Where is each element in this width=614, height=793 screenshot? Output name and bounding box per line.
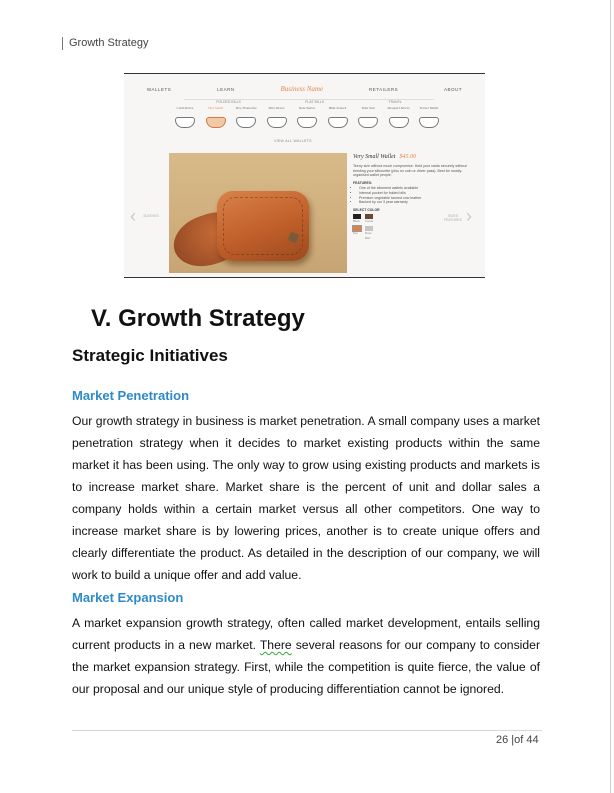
- mock-wallet-name: Note Sleeve: [298, 106, 316, 110]
- mock-features-label: FEATURES:: [353, 180, 373, 185]
- mock-wallet-name: Very Protective: [235, 106, 257, 110]
- paragraph-text: several reasons for our company to consider the market expansion strategy. First, while the competition is quite fierce, the value of our proposal and our unique style of producing differentiation cannot be ignored.: [72, 638, 540, 696]
- mock-color-labels: [353, 231, 473, 240]
- mock-nav-wallets: WALLETS: [146, 86, 172, 92]
- mock-wallet-item: [264, 106, 290, 136]
- color-label: Black: [353, 219, 360, 224]
- mock-wallet-name: Passport Sleeve: [387, 106, 410, 110]
- mock-wallet-name: Tube Slot: [361, 106, 375, 110]
- mock-wallet-item: [294, 106, 320, 136]
- subsection-title: Strategic Initiatives: [72, 346, 228, 365]
- color-label: Rose Mist: [365, 230, 372, 240]
- mock-nav-learn: LEARN: [217, 86, 235, 92]
- mock-wallet-item: [355, 106, 381, 136]
- mock-wallet-name: Travel Wallet: [419, 106, 439, 110]
- wallet-icon: [419, 117, 439, 128]
- mock-product-name: Very Small Wallet: [353, 154, 396, 160]
- wallet-icon: [358, 117, 378, 128]
- mock-wallet-name: Slim Sleeve: [268, 106, 285, 110]
- wallet-front-image: [217, 191, 309, 261]
- mock-feature-item: • Backed by our 3 year warranty: [359, 200, 473, 205]
- mock-wallet-item: [172, 106, 198, 136]
- market-expansion-heading: Market Expansion: [72, 590, 184, 605]
- wallet-icon: [236, 117, 256, 128]
- color-label: Cocoa: [365, 219, 374, 224]
- mock-wallet-item-selected: [203, 106, 229, 136]
- mock-prev-label: SLEEVES: [143, 214, 159, 218]
- mock-wallet-name: Hide Schack: [328, 106, 347, 110]
- chevron-right-icon: ›: [466, 206, 472, 226]
- mock-wallet-item: [386, 106, 412, 136]
- mock-product-info: [353, 154, 473, 240]
- section-title: V. Growth Strategy: [91, 305, 305, 332]
- running-header: Growth Strategy: [62, 37, 148, 50]
- product-photo: [169, 153, 347, 273]
- footer-divider: [72, 730, 542, 731]
- mock-categories: [184, 99, 434, 106]
- mock-wallet-list: [172, 106, 442, 136]
- mock-nav-about: ABOUT: [444, 86, 463, 92]
- wallet-icon: [267, 117, 287, 128]
- website-screenshot: [124, 73, 485, 278]
- market-expansion-paragraph: [72, 612, 540, 700]
- mock-view-all: VIEW ALL WALLETS: [274, 139, 312, 143]
- wallet-icon: [206, 117, 226, 128]
- mock-features-list: [353, 186, 473, 204]
- mock-wallet-item: [233, 106, 259, 136]
- mock-nav: [124, 83, 485, 95]
- wallet-icon: [297, 117, 317, 128]
- mock-brand-logo: Business Name: [280, 85, 324, 93]
- mock-feature-item: • Premium vegetable tanned cow leather: [359, 196, 473, 201]
- mock-feature-item: • Internal pocket for folded bills: [359, 191, 473, 196]
- mock-wallet-name: Very Small: [207, 106, 224, 110]
- mock-next-label: SIDES FEATURES: [444, 214, 462, 222]
- mock-category: FOLDED BILLS: [216, 100, 241, 104]
- market-penetration-paragraph: Our growth strategy in business is market penetration. A small company uses a market penetration strategy when it decides to market existing products within the same market it has been using. The only way to grow using existing products and markets is to increase market share. Market share is the percent of unit and dollar sales a company holds within a certain market versus all other competitors. One way to increase market share is by lowering prices, another is to create unique offers and clearly differentiate the product. As detailed in the description of our company, we will work to build a unique offer and add value.: [72, 414, 540, 582]
- mock-wallet-name: Card Sleeve: [176, 106, 194, 110]
- mock-product-price: $45.00: [399, 154, 416, 160]
- mock-product-title: [353, 154, 473, 161]
- market-penetration-heading: Market Penetration: [72, 388, 190, 403]
- mock-category: TRAVEL: [388, 100, 402, 104]
- mock-product-description: Teeny size without much compromise. Hold your cards securely without bending your silhouette (plus no coin or driver pass). Best for mostly-organised wallet people.: [353, 164, 467, 178]
- chevron-left-icon: ‹: [130, 206, 136, 226]
- paragraph-text: A market expansion growth strategy, often called market development, entails selling current products in a new market.: [72, 616, 540, 652]
- color-label: Tan: [353, 230, 358, 235]
- page-number: 26 |of 44: [496, 734, 539, 746]
- mock-category: FLAT BILLS: [305, 100, 325, 104]
- mock-select-color-label: SELECT COLOR: [353, 207, 380, 212]
- wallet-icon: [389, 117, 409, 128]
- mock-wallet-item: [325, 106, 351, 136]
- wallet-icon: [328, 117, 348, 128]
- mock-wallet-item: [416, 106, 442, 136]
- mock-nav-retailers: RETAILERS: [368, 86, 399, 92]
- spellcheck-flagged-word[interactable]: There: [259, 638, 292, 652]
- mock-feature-item: • One of the slimmest wallets available: [359, 186, 473, 191]
- wallet-icon: [175, 117, 195, 128]
